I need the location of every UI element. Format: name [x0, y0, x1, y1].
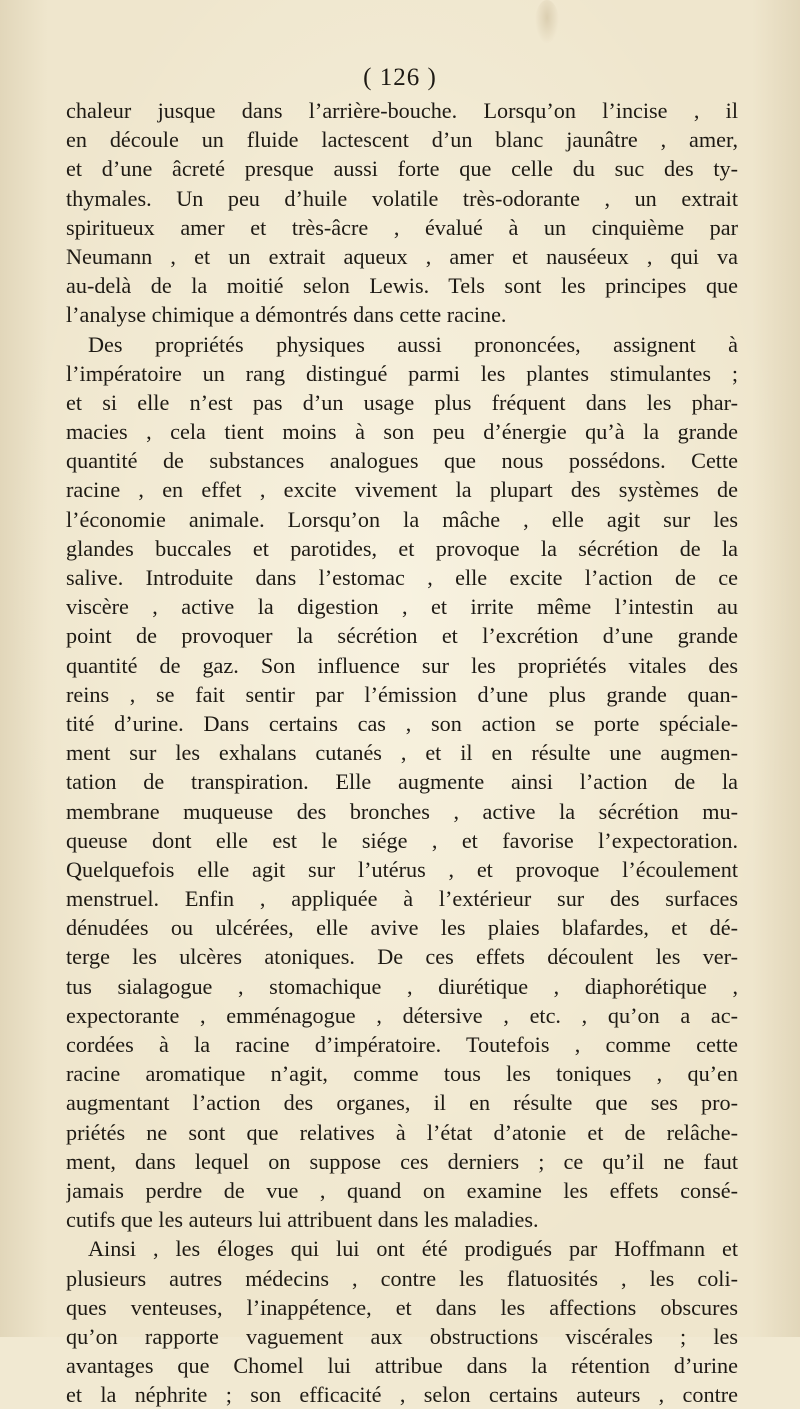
text-line: ment sur les exhalans cutanés , et il en résulte une augmen- — [66, 740, 738, 766]
text-line: expectorante , emménagogue , détersive , etc. , qu’on a ac- — [66, 1002, 738, 1028]
text-line: et si elle n’est pas d’un usage plus fréquent dans les phar- — [66, 389, 738, 415]
text-line: et la néphrite ; son efficacité , selon certains auteurs , contre — [66, 1382, 738, 1408]
text-line: et d’une âcreté presque aussi forte que celle du suc des ty- — [66, 156, 738, 182]
text-line: menstruel. Enfin , appliquée à l’extérieur sur des surfaces — [66, 886, 738, 912]
text-line: terge les ulcères atoniques. De ces effets découlent les ver- — [66, 944, 738, 970]
text-line: Des propriétés physiques aussi prononcées, assignent à — [88, 331, 738, 357]
text-line: tation de transpiration. Elle augmente ainsi l’action de la — [66, 769, 738, 795]
text-line: tité d’urine. Dans certains cas , son action se porte spéciale- — [66, 710, 738, 736]
text-line: spiritueux amer et très-âcre , évalué à un cinquième par — [66, 214, 738, 240]
text-line: avantages que Chomel lui attribue dans la rétention d’urine — [66, 1353, 738, 1379]
text-line: ques venteuses, l’inappétence, et dans les affections obscures — [66, 1294, 738, 1320]
text-line: glandes buccales et parotides, et provoque la sécrétion de la — [66, 535, 738, 561]
text-line: salive. Introduite dans l’estomac , elle excite l’action de ce — [66, 565, 738, 590]
text-line: thymales. Un peu d’huile volatile très-odorante , un extrait — [66, 185, 738, 211]
text-line: l’analyse chimique a démontrés dans cette racine. — [66, 302, 507, 328]
text-line: l’impératoire un rang distingué parmi les plantes stimulantes ; — [66, 360, 738, 386]
text-line: dénudées ou ulcérées, elle avive les plaies blafardes, et dé- — [66, 915, 738, 941]
text-line: cutifs que les auteurs lui attribuent dans les maladies. — [66, 1207, 539, 1233]
body-text — [66, 96, 738, 1409]
text-line: cordées à la racine d’impératoire. Toutefois , comme cette — [66, 1032, 738, 1057]
text-line: l’économie animale. Lorsqu’on la mâche , elle agit sur les — [66, 506, 738, 532]
paper-stain — [535, 0, 559, 44]
text-line: augmentant l’action des organes, il en résulte que ses pro- — [66, 1090, 738, 1116]
text-line: priétés ne sont que relatives à l’état d’atonie et de relâche- — [66, 1119, 738, 1145]
text-line: en découle un fluide lactescent d’un blanc jaunâtre , amer, — [66, 127, 738, 153]
text-line: plusieurs autres médecins , contre les flatuosités , les coli- — [66, 1265, 738, 1291]
text-line: tus sialagogue , stomachique , diurétique , diaphorétique , — [66, 973, 738, 999]
text-line: quantité de gaz. Son influence sur les propriétés vitales des — [66, 652, 738, 678]
text-line: ment, dans lequel on suppose ces derniers ; ce qu’il ne faut — [66, 1148, 738, 1174]
text-line: macies , cela tient moins à son peu d’énergie qu’à la grande — [66, 419, 738, 445]
text-line: au-delà de la moitié selon Lewis. Tels sont les principes que — [66, 273, 738, 299]
text-line: racine , en effet , excite vivement la plupart des systèmes de — [66, 477, 738, 503]
text-line: viscère , active la digestion , et irrite même l’intestin au — [66, 594, 738, 620]
text-line: queuse dont elle est le siége , et favorise l’expectoration. — [66, 827, 738, 853]
text-line: racine aromatique n’agit, comme tous les toniques , qu’en — [66, 1061, 738, 1087]
text-line: membrane muqueuse des bronches , active la sécrétion mu- — [66, 798, 738, 824]
text-line: point de provoquer la sécrétion et l’excrétion d’une grande — [66, 623, 738, 649]
text-line: quantité de substances analogues que nous possédons. Cette — [66, 448, 738, 474]
text-line: Neumann , et un extrait aqueux , amer et nauséeux , qui va — [66, 243, 738, 269]
text-line: Quelquefois elle agit sur l’utérus , et provoque l’écoulement — [66, 856, 738, 882]
text-line: chaleur jusque dans l’arrière-bouche. Lorsqu’on l’incise , il — [66, 98, 738, 123]
page-number: ( 126 ) — [363, 64, 437, 91]
text-line: jamais perdre de vue , quand on examine les effets consé- — [66, 1177, 738, 1203]
text-line: reins , se fait sentir par l’émission d’une plus grande quan- — [66, 681, 738, 707]
text-line: qu’on rapporte vaguement aux obstructions viscérales ; les — [66, 1323, 738, 1349]
text-line: Ainsi , les éloges qui lui ont été prodigués par Hoffmann et — [88, 1236, 738, 1262]
